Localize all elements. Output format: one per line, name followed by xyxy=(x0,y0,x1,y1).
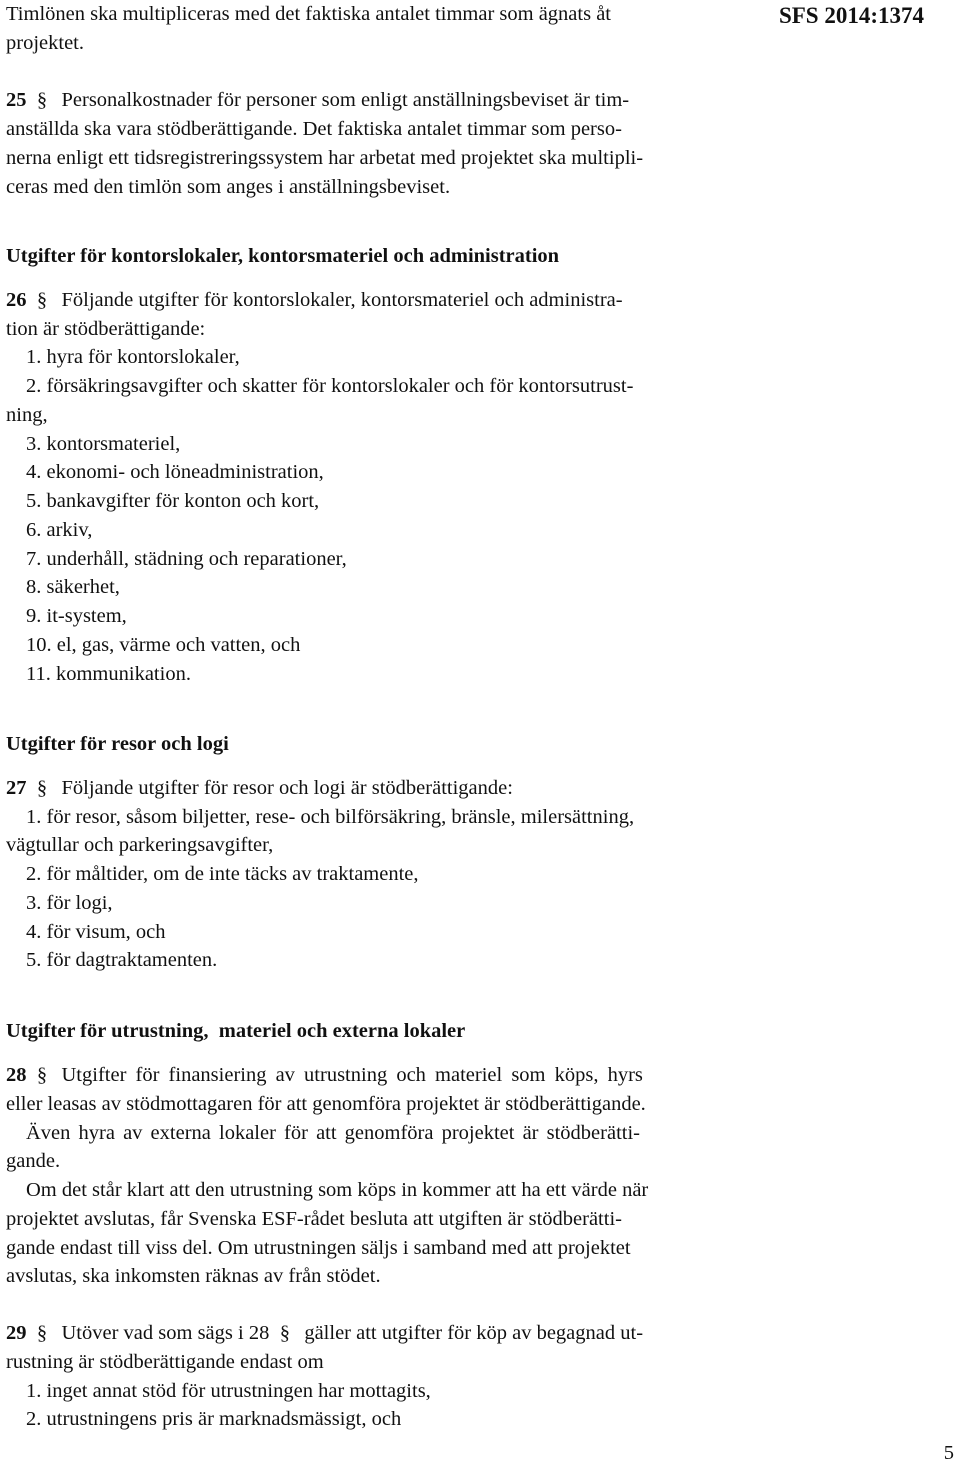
list-item: 1. för resor, såsom biljetter, rese- och bilförsäkring, bränsle, milersättning, xyxy=(26,806,635,828)
paragraph-number: 27 xyxy=(6,777,27,799)
list-item: 6. arkiv, xyxy=(26,519,93,541)
list-item-continuation: vägtullar och parkeringsavgifter, xyxy=(6,834,274,856)
section-sign: § xyxy=(36,1064,48,1086)
paragraph-text: Utgifter för finansiering av utrustning och materiel som köps, hyrs xyxy=(61,1064,643,1086)
paragraph-27-first-line xyxy=(6,776,513,800)
paragraph-25-line: ceras med den timlön som anges i anställningsbeviset. xyxy=(6,176,451,198)
paragraph-text: Personalkostnader för personer som enligt anställningsbeviset är tim- xyxy=(61,89,630,111)
paragraph-28-line: avslutas, ska inkomsten räknas av från stödet. xyxy=(6,1265,381,1287)
section-heading-equipment: Utgifter för utrustning, materiel och externa lokaler xyxy=(6,1020,466,1042)
document-reference: SFS 2014:1374 xyxy=(778,3,924,28)
paragraph-text: Följande utgifter för kontorslokaler, kontorsmateriel och administra- xyxy=(61,289,623,311)
section-sign: § xyxy=(36,1322,48,1344)
section-heading-travel: Utgifter för resor och logi xyxy=(6,733,229,755)
list-item: 4. för visum, och xyxy=(26,921,166,943)
intro-line-1: Timlönen ska multipliceras med det faktiska antalet timmar som ägnats åt xyxy=(6,3,612,25)
paragraph-28-line: projektet avslutas, får Svenska ESF-rådet besluta att utgiften är stödberätti- xyxy=(6,1208,622,1230)
paragraph-text: Utöver vad som sägs i 28 xyxy=(61,1322,270,1344)
intro-line-2: projektet. xyxy=(6,32,84,54)
paragraph-number: 25 xyxy=(6,89,27,111)
list-item-continuation: ning, xyxy=(6,404,48,426)
paragraph-28-line: gande endast till viss del. Om utrustningen säljs i samband med att projektet xyxy=(6,1237,631,1259)
list-item: 9. it-system, xyxy=(26,605,127,627)
section-sign: § xyxy=(36,777,48,799)
list-item: 1. inget annat stöd för utrustningen har mottagits, xyxy=(26,1380,431,1402)
list-item: 3. kontorsmateriel, xyxy=(26,433,181,455)
paragraph-29-line: rustning är stödberättigande endast om xyxy=(6,1351,324,1373)
list-item: 2. försäkringsavgifter och skatter för kontorslokaler och för kontorsutrust- xyxy=(26,375,634,397)
list-item: 10. el, gas, värme och vatten, och xyxy=(26,634,301,656)
paragraph-text: Följande utgifter för resor och logi är stödberättigande: xyxy=(61,777,513,799)
section-sign: § xyxy=(279,1322,290,1344)
list-item: 11. kommunikation. xyxy=(26,663,191,685)
paragraph-25-first-line xyxy=(6,88,629,112)
paragraph-number: 26 xyxy=(6,289,27,311)
paragraph-26-first-line xyxy=(6,288,623,312)
list-item: 4. ekonomi- och löneadministration, xyxy=(26,461,324,483)
list-item: 1. hyra för kontorslokaler, xyxy=(26,346,240,368)
paragraph-28-line: eller leasas av stödmottagaren för att genomföra projektet är stödberättigande. xyxy=(6,1093,646,1115)
paragraph-28-line: Även hyra av externa lokaler för att genomföra projektet är stödberätti- xyxy=(26,1122,640,1144)
paragraph-26-line: tion är stödberättigande: xyxy=(6,318,206,340)
page-number: 5 xyxy=(943,1442,954,1464)
list-item: 2. för måltider, om de inte täcks av traktamente, xyxy=(26,863,419,885)
paragraph-number: 28 xyxy=(6,1064,27,1086)
paragraph-28-first-line xyxy=(6,1063,643,1087)
section-sign: § xyxy=(36,89,48,111)
paragraph-number: 29 xyxy=(6,1322,27,1344)
paragraph-29-first-line xyxy=(6,1321,643,1345)
section-heading-office: Utgifter för kontorslokaler, kontorsmateriel och administration xyxy=(6,245,560,267)
list-item: 8. säkerhet, xyxy=(26,576,120,598)
list-item: 2. utrustningens pris är marknadsmässigt, och xyxy=(26,1408,402,1430)
paragraph-text: gäller att utgifter för köp av begagnad ut- xyxy=(304,1322,644,1344)
list-item: 5. för dagtraktamenten. xyxy=(26,949,218,971)
list-item: 5. bankavgifter för konton och kort, xyxy=(26,490,320,512)
paragraph-25-line: nerna enligt ett tidsregistreringssystem har arbetat med projektet ska multipli- xyxy=(6,147,644,169)
section-sign: § xyxy=(36,289,48,311)
list-item: 7. underhåll, städning och reparationer, xyxy=(26,548,347,570)
paragraph-25-line: anställda ska vara stödberättigande. Det faktiska antalet timmar som perso- xyxy=(6,118,622,140)
paragraph-28-line: gande. xyxy=(6,1150,61,1172)
paragraph-28-line: Om det står klart att den utrustning som köps in kommer att ha ett värde när xyxy=(26,1179,649,1201)
list-item: 3. för logi, xyxy=(26,892,113,914)
